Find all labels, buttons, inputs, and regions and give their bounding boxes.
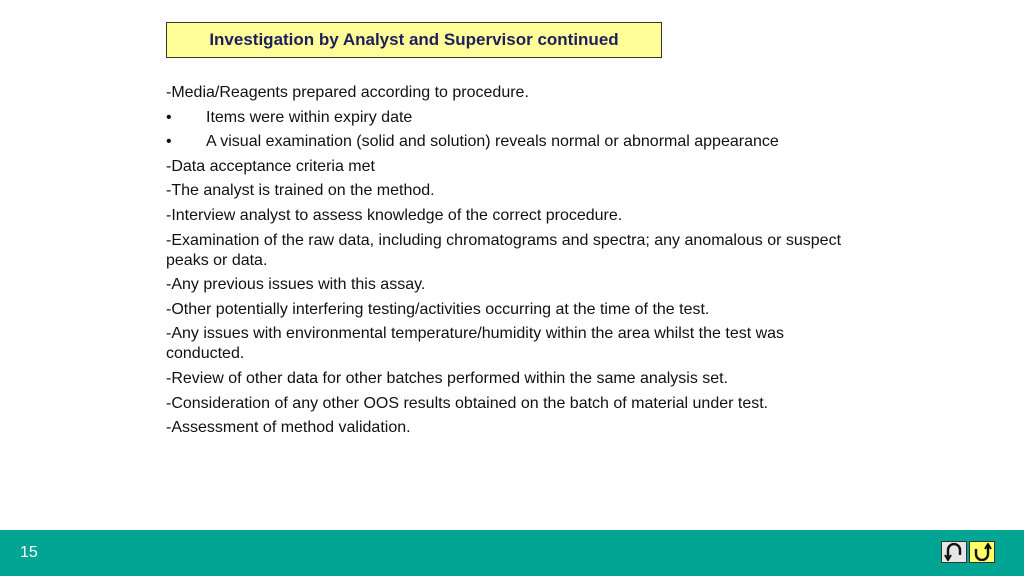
list-item: -Assessment of method validation. — [166, 419, 411, 437]
list-item: -Other potentially interfering testing/activities occurring at the time of the test. — [166, 300, 710, 318]
list-item: -Consideration of any other OOS results obtained on the batch of material under test. — [166, 394, 769, 412]
footer-bar — [0, 530, 1024, 576]
slide-title: Investigation by Analyst and Supervisor continued — [209, 30, 619, 49]
list-item: -Media/Reagents prepared according to procedure. — [166, 84, 529, 101]
list-item: -Any previous issues with this assay. — [166, 276, 426, 294]
list-item: -Data acceptance criteria met — [166, 157, 375, 175]
back-nav-button[interactable] — [941, 541, 967, 563]
list-item: -The analyst is trained on the method. — [166, 182, 435, 200]
list-item: -Interview analyst to assess knowledge of the correct procedure. — [166, 206, 623, 224]
bullet-marker: • — [166, 133, 172, 151]
page-number: 15 — [20, 544, 38, 561]
bullet-item — [166, 108, 846, 128]
list-item: -Any issues with environmental temperature/humidity within the area whilst the test was conducted. — [166, 325, 785, 363]
u-turn-forward-icon — [972, 543, 992, 561]
bullet-text: A visual examination (solid and solution) reveals normal or abnormal appearance — [206, 133, 779, 151]
forward-nav-button[interactable] — [969, 541, 995, 563]
list-item: -Review of other data for other batches performed within the same analysis set. — [166, 369, 729, 387]
slide-content — [166, 83, 846, 443]
bullet-marker: • — [166, 108, 172, 126]
bullet-text: Items were within expiry date — [206, 108, 413, 126]
bullet-item — [166, 132, 846, 152]
u-turn-back-icon — [944, 543, 964, 561]
list-item: -Examination of the raw data, including chromatograms and spectra; any anomalous or suspect peaks or data. — [166, 231, 842, 269]
slide-title-box — [166, 22, 662, 58]
